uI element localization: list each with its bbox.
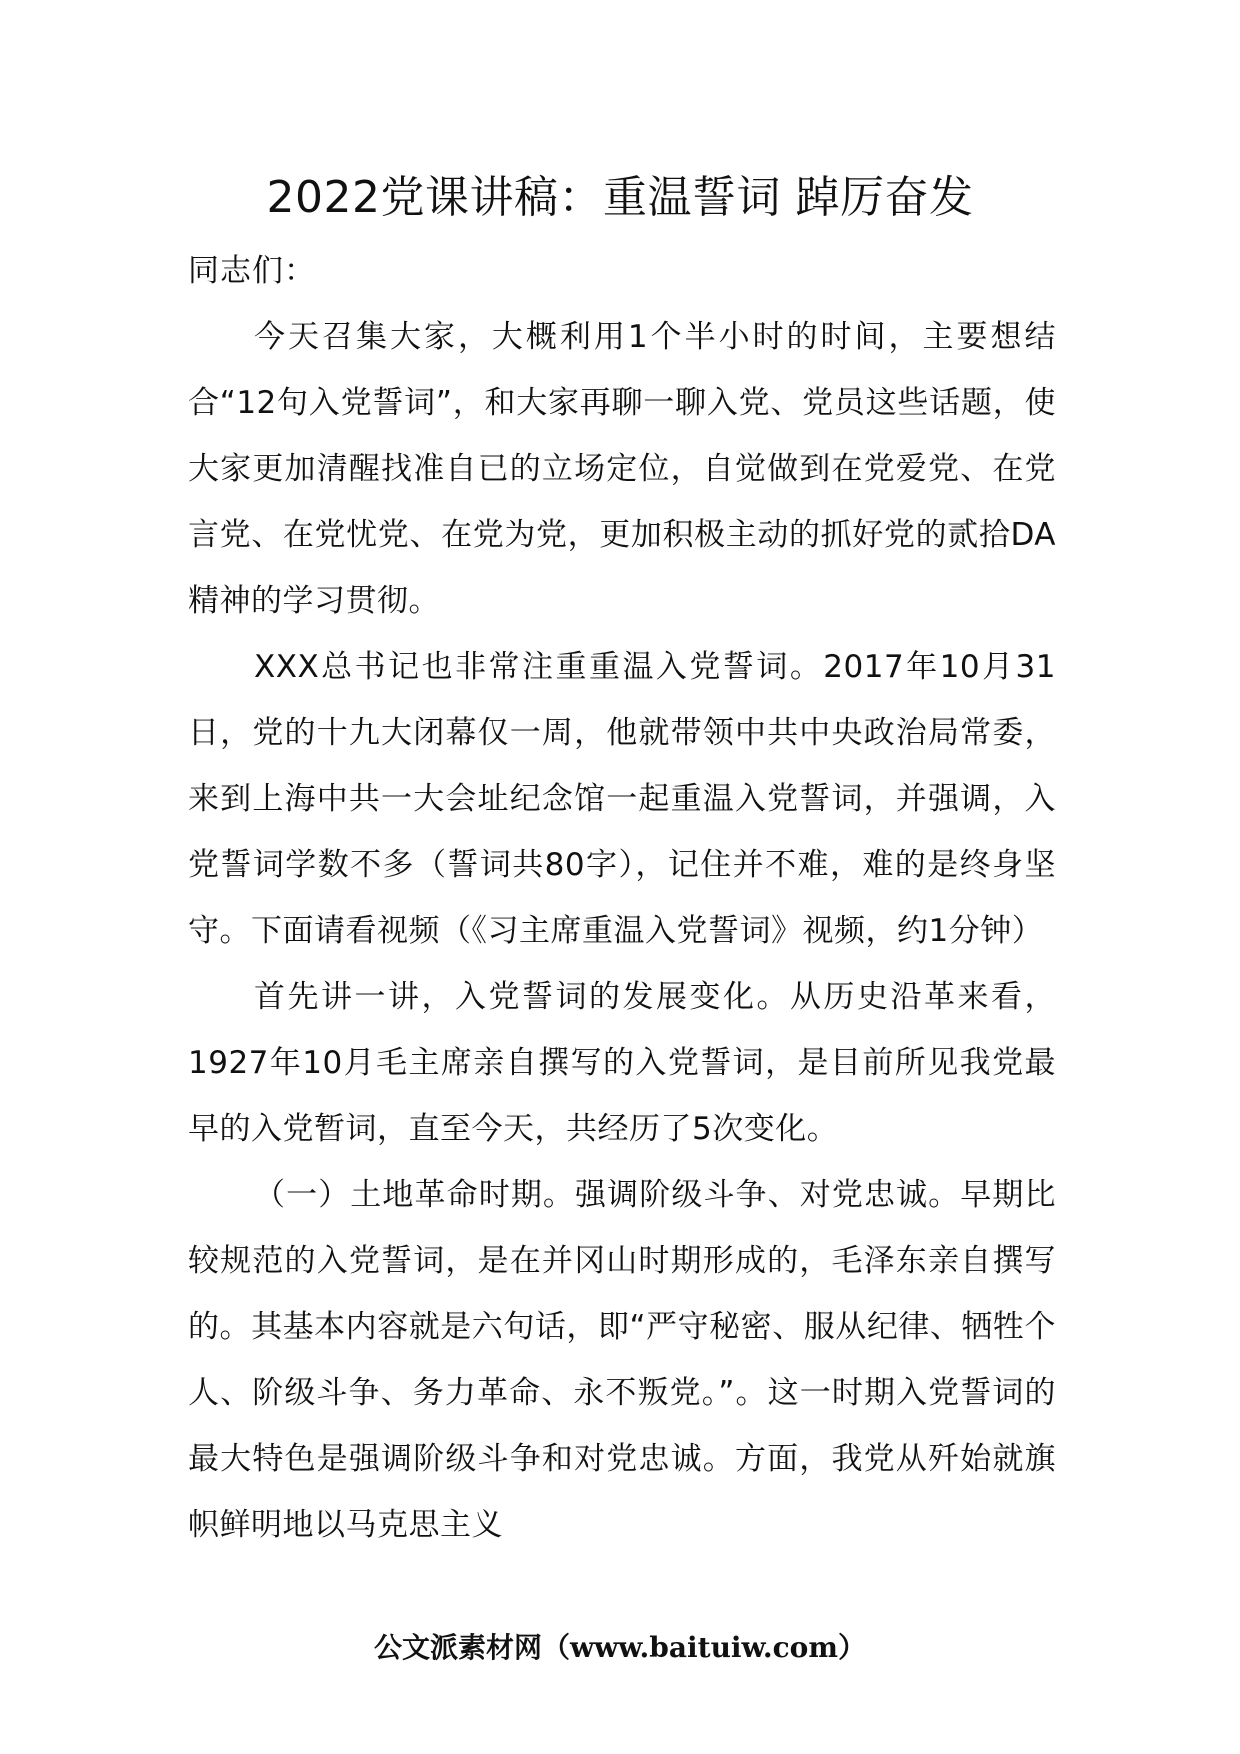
paragraph-1: 今天召集大家，大概利用1个半小时的时间，主要想结合“12句入党誓词”，和大家再聊一聊入党、党员这些话题，使大家更加清醒找准自已的立场定位，自觉做到在党爱党、在党言党、在党忧党、在党为党，更加积极主动的抓好党的贰拾DA精神的学习贯彻。	[188, 319, 1056, 619]
salutation: 同志们：	[188, 253, 316, 289]
document-title: 2022党课讲稿：重温誓词 踔厉奋发	[266, 172, 974, 223]
page-footer-watermark: 公文派素材网（www.baituiw.com）	[374, 1631, 866, 1664]
document-body	[188, 238, 1056, 1558]
paragraph-3: 首先讲一讲，入党誓词的发展变化。从历史沿革来看，1927年10月毛主席亲自撰写的入党誓词，是目前所见我党最早的入党暂词，直至今天，共经历了5次变化。	[188, 979, 1056, 1147]
paragraph-2: XXX总书记也非常注重重温入党誓词。2017年10月31日，党的十九大闭幕仅一周，他就带领中共中央政治局常委，来到上海中共一大会址纪念馆一起重温入党誓词，并强调，入党誓词学数不多（誓词共80字），记住并不难，难的是终身坚守。下面请看视频（《习主席重温入党誓词》视频，约1分钟）	[188, 649, 1056, 949]
paragraph-4: （一）土地革命时期。强调阶级斗争、对党忠诚。早期比较规范的入党誓词，是在并冈山时期形成的，毛泽东亲自撰写的。其基本内容就是六句话，即“严守秘密、服从纪律、牺牲个人、阶级斗争、务力革命、永不叛党。”。这一时期入党誓词的最大特色是强调阶级斗争和对党忠诚。方面，我党从歼始就旗帜鲜明地以马克思主义	[188, 1177, 1056, 1543]
